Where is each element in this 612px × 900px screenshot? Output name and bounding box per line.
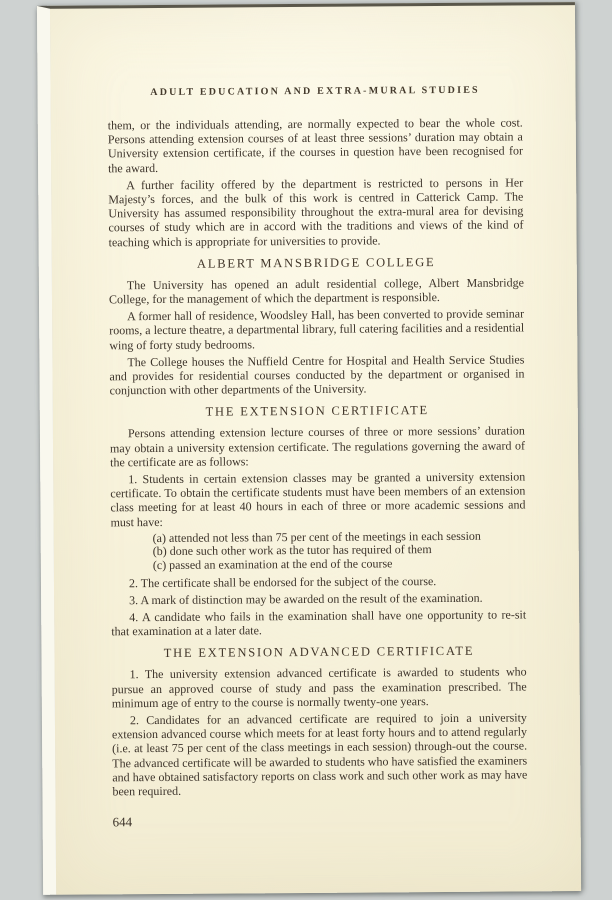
paragraph: A further facility offered by the department is restricted to persons in Her Majesty’s forces, and the bulk of this work is centred in Catterick Camp. The University has assumed responsibility throughout the extra-mural area for devising courses of study which are in accord with the traditions and views of the kind of teaching which is appropriate for universities to provide. bbox=[108, 175, 524, 249]
list-item: (b) done such other work as the tutor has required of them bbox=[152, 542, 432, 559]
list-item: (a) attended not less than 75 per cent of the meetings in each session bbox=[152, 528, 481, 545]
paragraph-numbered-item-3: 3. A mark of distinction may be awarded on the result of the examination. bbox=[129, 590, 483, 608]
paragraph-numbered-item-1: 1. Students in certain extension classes may be granted a university extension certificate. To obtain the certificate students must have been members of an extension class meeting for at least 40 hours in each of three or more academic sessions and must have: bbox=[110, 469, 526, 529]
list-item: (c) passed an examination at the end of the course bbox=[152, 556, 393, 573]
running-header: ADULT EDUCATION AND EXTRA-MURAL STUDIES bbox=[150, 84, 480, 99]
paragraph: them, or the individuals attending, are normally expected to bear the whole cost. Persons attending extension courses of at least three sessions’ duration may obtain a University extension certificate, if the courses in question have been recognised for the award. bbox=[107, 115, 524, 175]
paragraph: A former hall of residence, Woodsley Hall, has been converted to provide seminar rooms, a lecture theatre, a departmental library, full catering facilities and a residential wing of forty study bedrooms. bbox=[109, 306, 525, 352]
paragraph-numbered-item-2: 2. Candidates for an advanced certificate are required to join a university extension advanced course which meets for at least forty hours and to attend regularly (i.e. at least 75 per cent of the class meetings in each session) through-out the course. The advanced certificate will be awarded to students who have satisfied the examiners and have obtained satisfactory reports on class work and such other work as may have been required. bbox=[111, 710, 528, 799]
paragraph-numbered-item-4: 4. A candidate who fails in the examination shall have one opportunity to re-sit that examination at a later date. bbox=[111, 607, 527, 639]
paragraph-numbered-item-1: 1. The university extension advanced certificate is awarded to students who pursue an approved course of study and pass the examination prescribed. The minimum age of entry to the course is normally twenty-one years. bbox=[111, 664, 527, 711]
paragraph: Persons attending extension lecture courses of three or more sessions’ duration may obtain a university extension certificate. The regulations governing the award of the certificate are as follows: bbox=[109, 423, 526, 470]
paragraph: The College houses the Nuffield Centre for Hospital and Health Service Studies and provides for residential courses conducted by the department or organised in conjunction with other departments of the University. bbox=[109, 352, 525, 398]
requirements-list bbox=[153, 529, 526, 572]
paragraph-numbered-item-2: 2. The certificate shall be endorsed for the subject of the course. bbox=[128, 573, 437, 590]
page-body bbox=[50, 5, 581, 895]
section-heading-extension-certificate: THE EXTENSION CERTIFICATE bbox=[205, 403, 430, 420]
page-number: 644 bbox=[112, 814, 133, 830]
section-heading-extension-advanced-certificate: THE EXTENSION ADVANCED CERTIFICATE bbox=[163, 644, 475, 661]
section-heading-albert-mansbridge-college: ALBERT MANSBRIDGE COLLEGE bbox=[196, 254, 436, 271]
book-page bbox=[37, 2, 581, 895]
paragraph: The University has opened an adult residential college, Albert Mansbridge College, for the management of which the department is responsible. bbox=[108, 275, 524, 307]
